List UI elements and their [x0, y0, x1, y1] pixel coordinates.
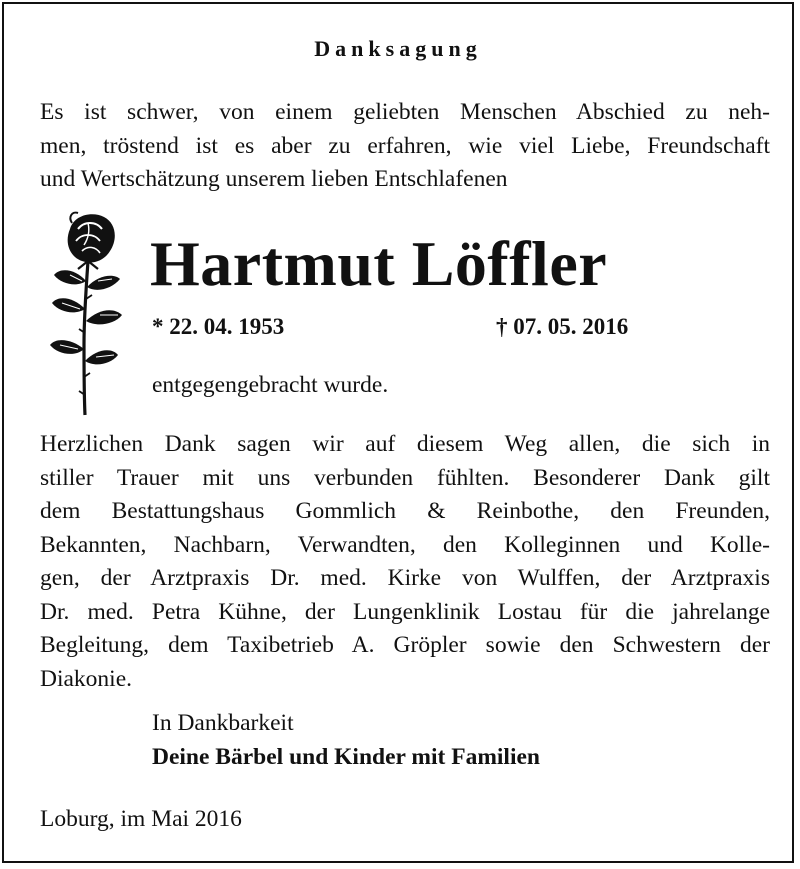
- rose-icon: [48, 209, 130, 417]
- signature: Deine Bärbel und Kinder mit Familien: [152, 744, 540, 770]
- intro-line: men, tröstend ist es aber zu erfahren, wie viel Liebe, Freundschaft: [40, 132, 770, 159]
- death-date: † 07. 05. 2016: [496, 314, 629, 339]
- thanks-paragraph: [40, 428, 770, 696]
- closing-phrase: In Dankbarkeit: [152, 710, 294, 736]
- thanks-line: Diakonie.: [40, 665, 133, 692]
- birth-date: * 22. 04. 1953: [152, 314, 285, 339]
- intro-paragraph: [40, 96, 770, 197]
- thanks-line: stiller Trauer mit uns verbunden fühlten. Besonderer Dank gilt: [40, 464, 770, 491]
- place-date: Loburg, im Mai 2016: [40, 806, 242, 832]
- thanks-line: gen, der Arztpraxis Dr. med. Kirke von Wulffen, der Arztpraxis: [40, 565, 770, 591]
- notice-heading: Danksagung: [314, 36, 482, 61]
- deceased-name: Hartmut Löffler: [150, 228, 608, 299]
- thanks-line: Bekannten, Nachbarn, Verwandten, den Kolleginnen und Kolle-: [40, 531, 770, 558]
- intro-line: Es ist schwer, von einem geliebten Menschen Abschied zu neh-: [40, 99, 770, 125]
- thanks-line: Herzlichen Dank sagen wir auf diesem Weg allen, die sich in: [40, 431, 770, 457]
- thanks-line: Dr. med. Petra Kühne, der Lungenklinik Lostau für die jahrelange: [40, 598, 770, 625]
- thanks-line: dem Bestattungshaus Gommlich & Reinbothe, den Freunden,: [40, 498, 770, 524]
- thanks-line: Begleitung, dem Taxibetrieb A. Gröpler sowie den Schwestern der: [40, 632, 770, 658]
- obituary-notice: [2, 2, 794, 863]
- intro-continuation: entgegengebracht wurde.: [152, 372, 389, 398]
- intro-line: und Wertschätzung unserem lieben Entschlafenen: [40, 166, 508, 192]
